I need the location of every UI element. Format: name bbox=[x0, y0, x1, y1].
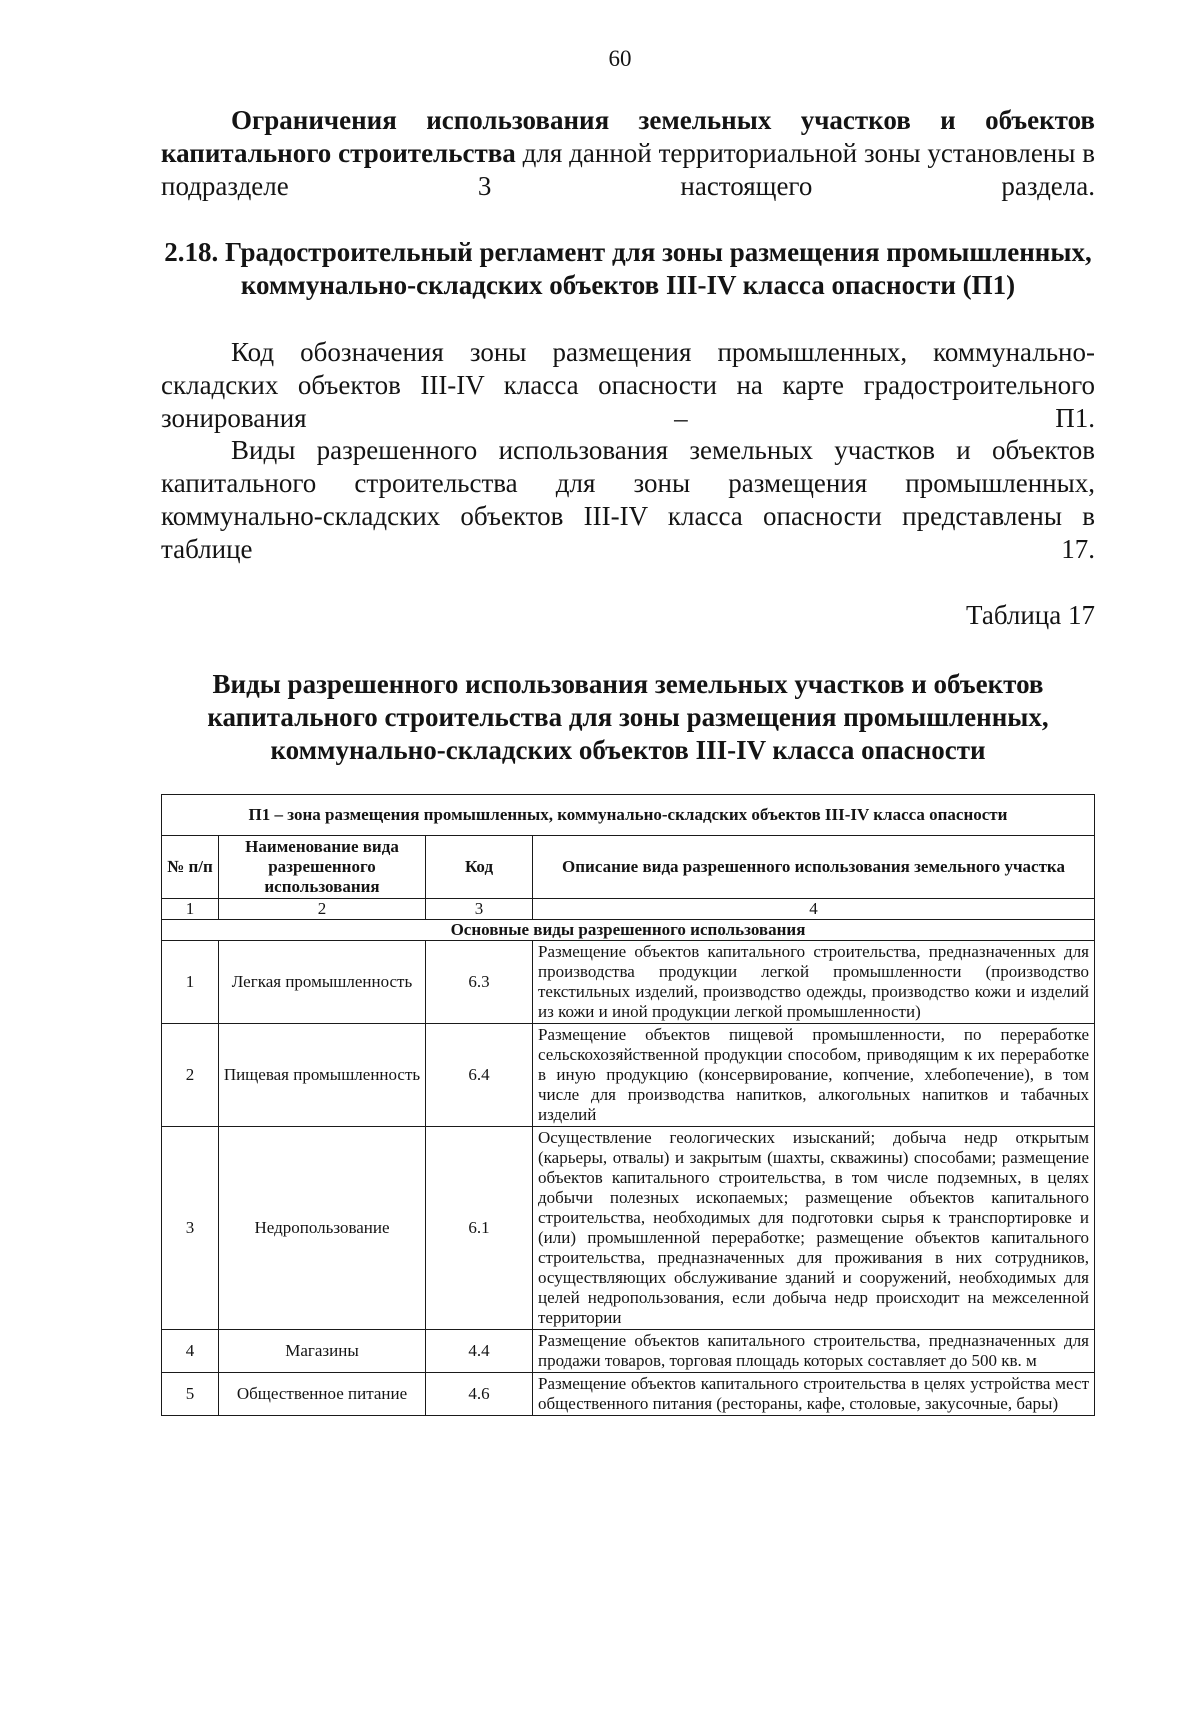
row-code: 6.4 bbox=[426, 1024, 533, 1127]
column-header-name: Наименование вида разрешенного использования bbox=[219, 836, 426, 899]
row-code: 6.1 bbox=[426, 1127, 533, 1330]
row-number: 3 bbox=[162, 1127, 219, 1330]
row-number: 4 bbox=[162, 1330, 219, 1373]
row-description: Размещение объектов капитального строительства, предназначенных для производства продукции легкой промышленности (производство текстильных изделий, производство одежды, производство кожи и изделий из кожи и иной продукции легкой промышленности) bbox=[533, 941, 1095, 1024]
row-description: Размещение объектов пищевой промышленности, по переработке сельскохозяйственной продукции способом, приводящим к их переработке в иную продукцию (консервирование, копчение, хлебопечение), в том числе для производства напитков, алкогольных напитков и табачных изделий bbox=[533, 1024, 1095, 1127]
group-header-row bbox=[162, 920, 1095, 941]
row-number: 2 bbox=[162, 1024, 219, 1127]
page-number: 60 bbox=[608, 46, 632, 71]
row-code: 6.3 bbox=[426, 941, 533, 1024]
row-description: Размещение объектов капитального строительства, предназначенных для продажи товаров, торговая площадь которых составляет до 500 кв. м bbox=[533, 1330, 1095, 1373]
table-row bbox=[162, 1373, 1095, 1416]
paragraph-zone-code bbox=[161, 336, 1095, 435]
row-usage-name: Общественное питание bbox=[219, 1373, 426, 1416]
table-label: Таблица 17 bbox=[966, 600, 1095, 630]
intro-paragraph bbox=[161, 104, 1095, 203]
row-usage-name: Магазины bbox=[219, 1330, 426, 1373]
column-number: 2 bbox=[219, 899, 426, 920]
paragraph-usage-types-text: Виды разрешенного использования земельных участков и объектов капитального строительства для зоны размещения промышленных, коммунально-складских объектов III-IV класса опасности представлены в таблице 17. bbox=[161, 435, 1095, 564]
row-code: 4.6 bbox=[426, 1373, 533, 1416]
paragraph-zone-code-text: Код обозначения зоны размещения промышленных, коммунально-складских объектов III-IV класса опасности на карте градостроительного зонирования – П1. bbox=[161, 337, 1095, 433]
column-header-num: № п/п bbox=[162, 836, 219, 899]
table-row bbox=[162, 1024, 1095, 1127]
table-row bbox=[162, 1127, 1095, 1330]
row-number: 1 bbox=[162, 941, 219, 1024]
group-header-cell: Основные виды разрешенного использования bbox=[162, 920, 1095, 941]
column-number: 4 bbox=[533, 899, 1095, 920]
paragraph-usage-types bbox=[161, 434, 1095, 566]
column-number: 3 bbox=[426, 899, 533, 920]
row-number: 5 bbox=[162, 1373, 219, 1416]
column-number-row bbox=[162, 899, 1095, 920]
table-row bbox=[162, 1330, 1095, 1373]
regulations-table bbox=[161, 794, 1095, 1416]
zone-header-cell: П1 – зона размещения промышленных, коммунально-складских объектов III-IV класса опасности bbox=[162, 795, 1095, 836]
zone-header-row bbox=[162, 795, 1095, 836]
row-usage-name: Пищевая промышленность bbox=[219, 1024, 426, 1127]
table-row bbox=[162, 941, 1095, 1024]
row-usage-name: Легкая промышленность bbox=[219, 941, 426, 1024]
section-title: 2.18. Градостроительный регламент для зоны размещения промышленных, коммунально-складских объектов III-IV класса опасности (П1) bbox=[164, 237, 1092, 300]
column-number: 1 bbox=[162, 899, 219, 920]
column-header-row bbox=[162, 836, 1095, 899]
intro-text: для данной территориальной зоны установлены в подразделе 3 настоящего раздела. bbox=[161, 138, 1095, 201]
column-header-code: Код bbox=[426, 836, 533, 899]
intro-bold-lead: Ограничения использования земельных участков и объектов капитального строительства bbox=[161, 105, 1095, 168]
row-description: Размещение объектов капитального строительства в целях устройства мест общественного питания (рестораны, кафе, столовые, закусочные, бары) bbox=[533, 1373, 1095, 1416]
table-title: Виды разрешенного использования земельных участков и объектов капитального строительства для зоны размещения промышленных, коммунально-складских объектов III-IV класса опасности bbox=[207, 669, 1049, 765]
row-code: 4.4 bbox=[426, 1330, 533, 1373]
row-description: Осуществление геологических изысканий; добыча недр открытым (карьеры, отвалы) и закрытым (шахты, скважины) способами; размещение объектов капитального строительства, в том числе подземных, в целях добычи полезных ископаемых; размещение объектов капитального строительства, необходимых для подготовки сырья к транспортировке и (или) промышленной переработке; размещение объектов капитального строительства, предназначенных для проживания в них сотрудников, осуществляющих обслуживание зданий и сооружений, необходимых для целей недропользования, если добыча недр происходит на межселенной территории bbox=[533, 1127, 1095, 1330]
row-usage-name: Недропользование bbox=[219, 1127, 426, 1330]
column-header-description: Описание вида разрешенного использования земельного участка bbox=[533, 836, 1095, 899]
